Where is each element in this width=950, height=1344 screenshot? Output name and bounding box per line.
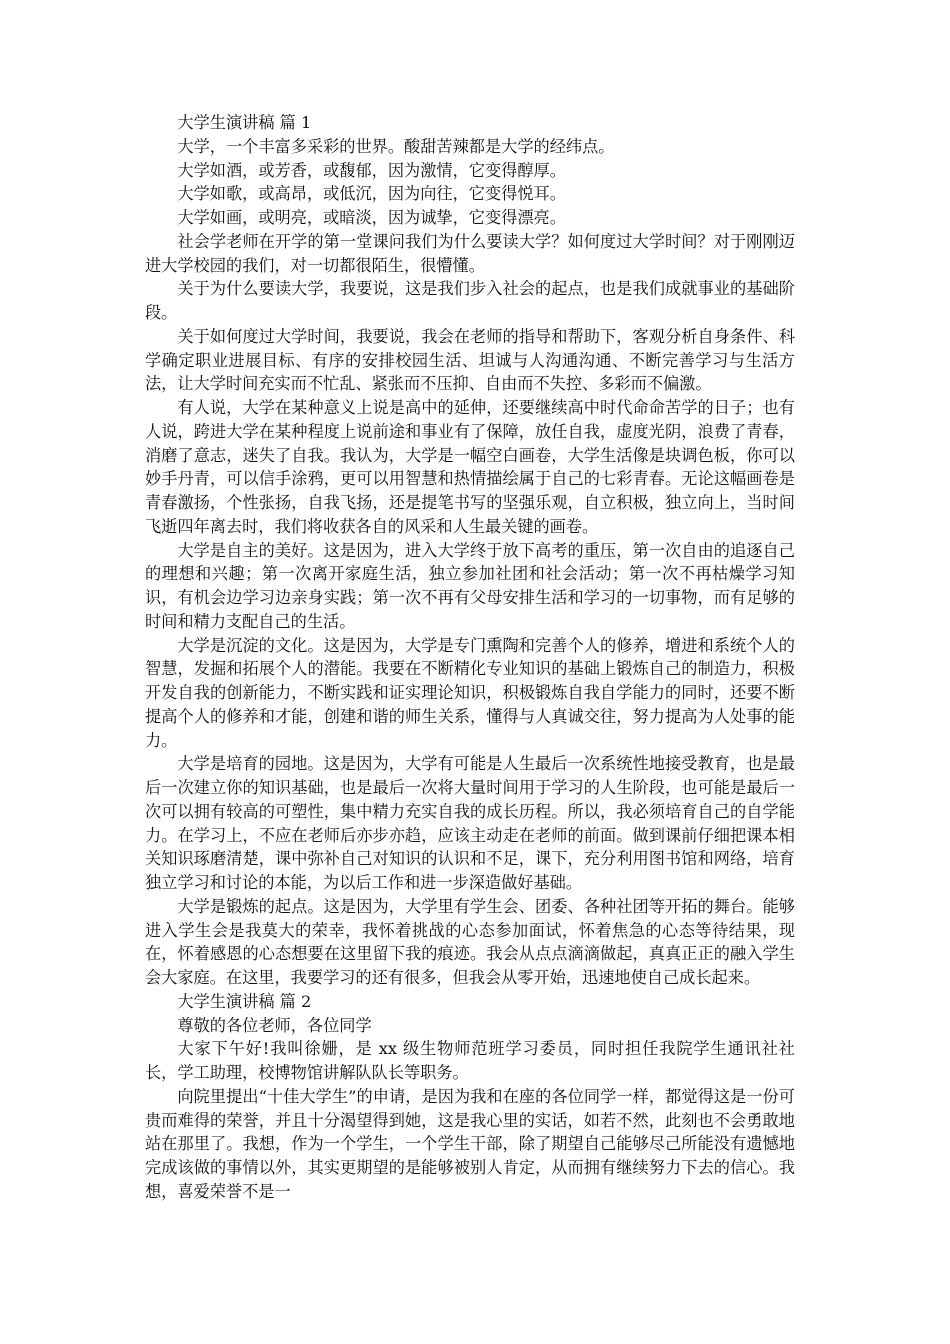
paragraph: 有人说，大学在某种意义上说是高中的延伸，还要继续高中时代命命苦学的日子；也有人说，跨进大学在某种程度上说前途和事业有了保障，放任自我，虚度光阴，浪费了青春，消磨了意志，迷失了自我。我认为，大学是一幅空白画卷，大学生活像是块调色板，你可以妙手丹青，可以信手涂鸦，更可以用智慧和热情描绘属于自己的七彩青春。无论这幅画卷是青春激扬，个性张扬，自我飞扬，还是提笔书写的坚强乐观，自立积极，独立向上，当时间飞逝四年离去时，我们将收获各自的风采和人生最关键的画卷。 xyxy=(145,398,795,536)
paragraph: 大学是自主的美好。这是因为，进入大学终于放下高考的重压，第一次自由的追逐自己的理想和兴趣；第一次离开家庭生活，独立参加社团和社会活动；第一次不再枯燥学习知识，有机会边学习边亲身实践；第一次不再有父母安排生活和学习的一切事物，而有足够的时间和精力支配自己的生活。 xyxy=(145,540,795,631)
document-page xyxy=(145,111,795,1204)
paragraph: 大学如歌，或高昂，或低沉，因为向往，它变得悦耳。 xyxy=(177,184,566,204)
paragraph: 社会学老师在开学的第一堂课问我们为什么要读大学？如何度过大学时间？对于刚刚迈进大学校园的我们，对一切都很陌生，很懵懂。 xyxy=(145,231,795,275)
paragraph: 大学是培育的园地。这是因为，大学有可能是人生最后一次系统性地接受教育，也是最后一次建立你的知识基础，也是最后一次将大量时间用于学习的人生阶段，也可能是最后一次可以拥有较高的可塑性，集中精力充实自我的成长历程。所以，我必须培育自己的自学能力。在学习上，不应在老师后亦步亦趋，应该主动走在老师的前面。做到课前仔细把课本相关知识琢磨清楚，课中弥补自己对知识的认识和不足，课下，充分利用图书馆和网络，培育独立学习和讨论的本能，为以后工作和进一步深造做好基础。 xyxy=(145,754,795,892)
paragraph: 向院里提出“十佳大学生”的申请，是因为我和在座的各位同学一样，都觉得这是一份可贵而难得的荣誉，并且十分渴望得到她，这是我心里的实话，如若不然，此刻也不会勇敢地站在那里了。我想，作为一个学生，一个学生干部，除了期望自己能够尽己所能没有遗憾地完成该做的事情以外，其实更期望的是能够被别人肯定，从而拥有继续努力下去的信心。我想，喜爱荣誉不是一 xyxy=(145,1086,795,1201)
paragraph: 大家下午好!我叫徐姗，是 xx 级生物师范班学习委员，同时担任我院学生通讯社社长，学工助理，校博物馆讲解队队长等职务。 xyxy=(145,1039,795,1082)
paragraph: 关于为什么要读大学，我要说，这是我们步入社会的起点，也是我们成就事业的基础阶段。 xyxy=(145,279,795,322)
paragraph: 大学，一个丰富多采彩的世界。酸甜苦辣都是大学的经纬点。 xyxy=(177,136,615,156)
paragraph: 大学如酒，或芳香，或馥郁，因为激情，它变得醇厚。 xyxy=(177,160,566,180)
paragraph: 大学是沉淀的文化。这是因为，大学是专门熏陶和完善个人的修养，增进和系统个人的智慧，发掘和拓展个人的潜能。我要在不断精化专业知识的基础上锻炼自己的制造力，积极开发自我的创新能力，不断实践和证实理论知识，积极锻炼自我自学能力的同时，还要不断提高个人的修养和才能，创建和谐的师生关系，懂得与人真诚交往，努力提高为人处事的能力。 xyxy=(145,635,795,750)
paragraph: 大学是锻炼的起点。这是因为，大学里有学生会、团委、各种社团等开拓的舞台。能够进入学生会是我莫大的荣幸，我怀着挑战的心态参加面试，怀着焦急的心态等待结果，现在，怀着感恩的心态想要在这里留下我的痕迹。我会从点点滴滴做起，真真正正的融入学生会大家庭。在这里，我要学习的还有很多，但我会从零开始，迅速地使自己成长起来。 xyxy=(145,896,795,987)
paragraph: 关于如何度过大学时间，我要说，我会在老师的指导和帮助下，客观分析自身条件、科学确定职业进展目标、有序的安排校园生活、坦诚与人沟通沟通、不断完善学习与生活方法，让大学时间充实而不忙乱、紧张而不压抑、自由而不失控、多彩而不偏激。 xyxy=(145,326,795,394)
paragraph: 大学如画，或明亮，或暗淡，因为诚挚，它变得漂亮。 xyxy=(177,208,566,227)
salutation: 尊敬的各位老师，各位同学 xyxy=(177,1015,372,1035)
section-heading-1: 大学生演讲稿 篇 1 xyxy=(177,113,312,132)
section-heading-2: 大学生演讲稿 篇 2 xyxy=(177,991,312,1011)
